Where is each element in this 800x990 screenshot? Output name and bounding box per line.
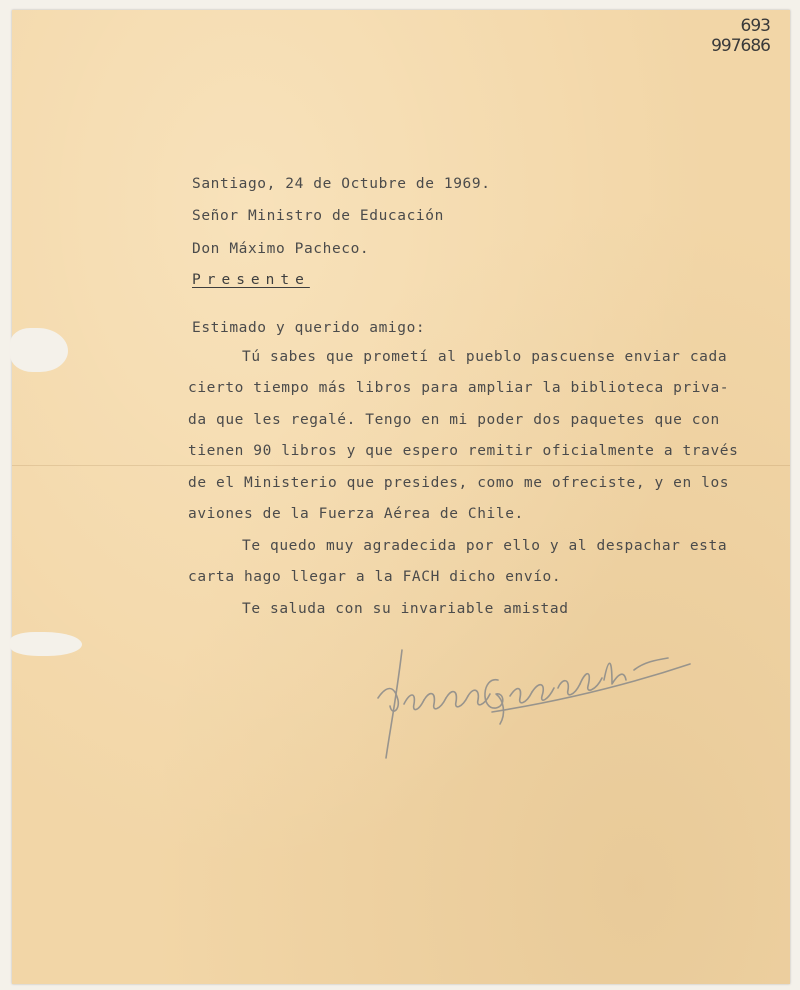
presente-heading: Presente <box>192 272 310 288</box>
closing-line: Te saluda con su invariable amistad <box>242 601 569 617</box>
recipient-name: Don Máximo Pacheco. <box>192 241 370 257</box>
letter-text <box>12 10 790 984</box>
archive-number-line2: 997686 <box>711 36 770 56</box>
archive-number-line1: 693 <box>740 16 770 36</box>
body-line: tienen 90 libros y que espero remitir oficialmente a través <box>188 443 739 459</box>
body-line: da que les regalé. Tengo en mi poder dos paquetes que con <box>188 412 720 428</box>
body-line: de el Ministerio que presides, como me ofreciste, y en los <box>188 475 730 491</box>
recipient-title: Señor Ministro de Educación <box>192 208 444 224</box>
letter-page <box>12 10 790 984</box>
body-line: cierto tiempo más libros para ampliar la biblioteca priva- <box>188 380 730 396</box>
body-line: Te quedo muy agradecida por ello y al despachar esta <box>242 538 728 554</box>
handwritten-signature <box>372 640 702 770</box>
letter-date: Santiago, 24 de Octubre de 1969. <box>192 176 491 192</box>
body-line: Tú sabes que prometí al pueblo pascuense enviar cada <box>242 349 728 365</box>
salutation: Estimado y querido amigo: <box>192 320 426 336</box>
body-line: carta hago llegar a la FACH dicho envío. <box>188 569 562 585</box>
body-line: aviones de la Fuerza Aérea de Chile. <box>188 506 524 522</box>
